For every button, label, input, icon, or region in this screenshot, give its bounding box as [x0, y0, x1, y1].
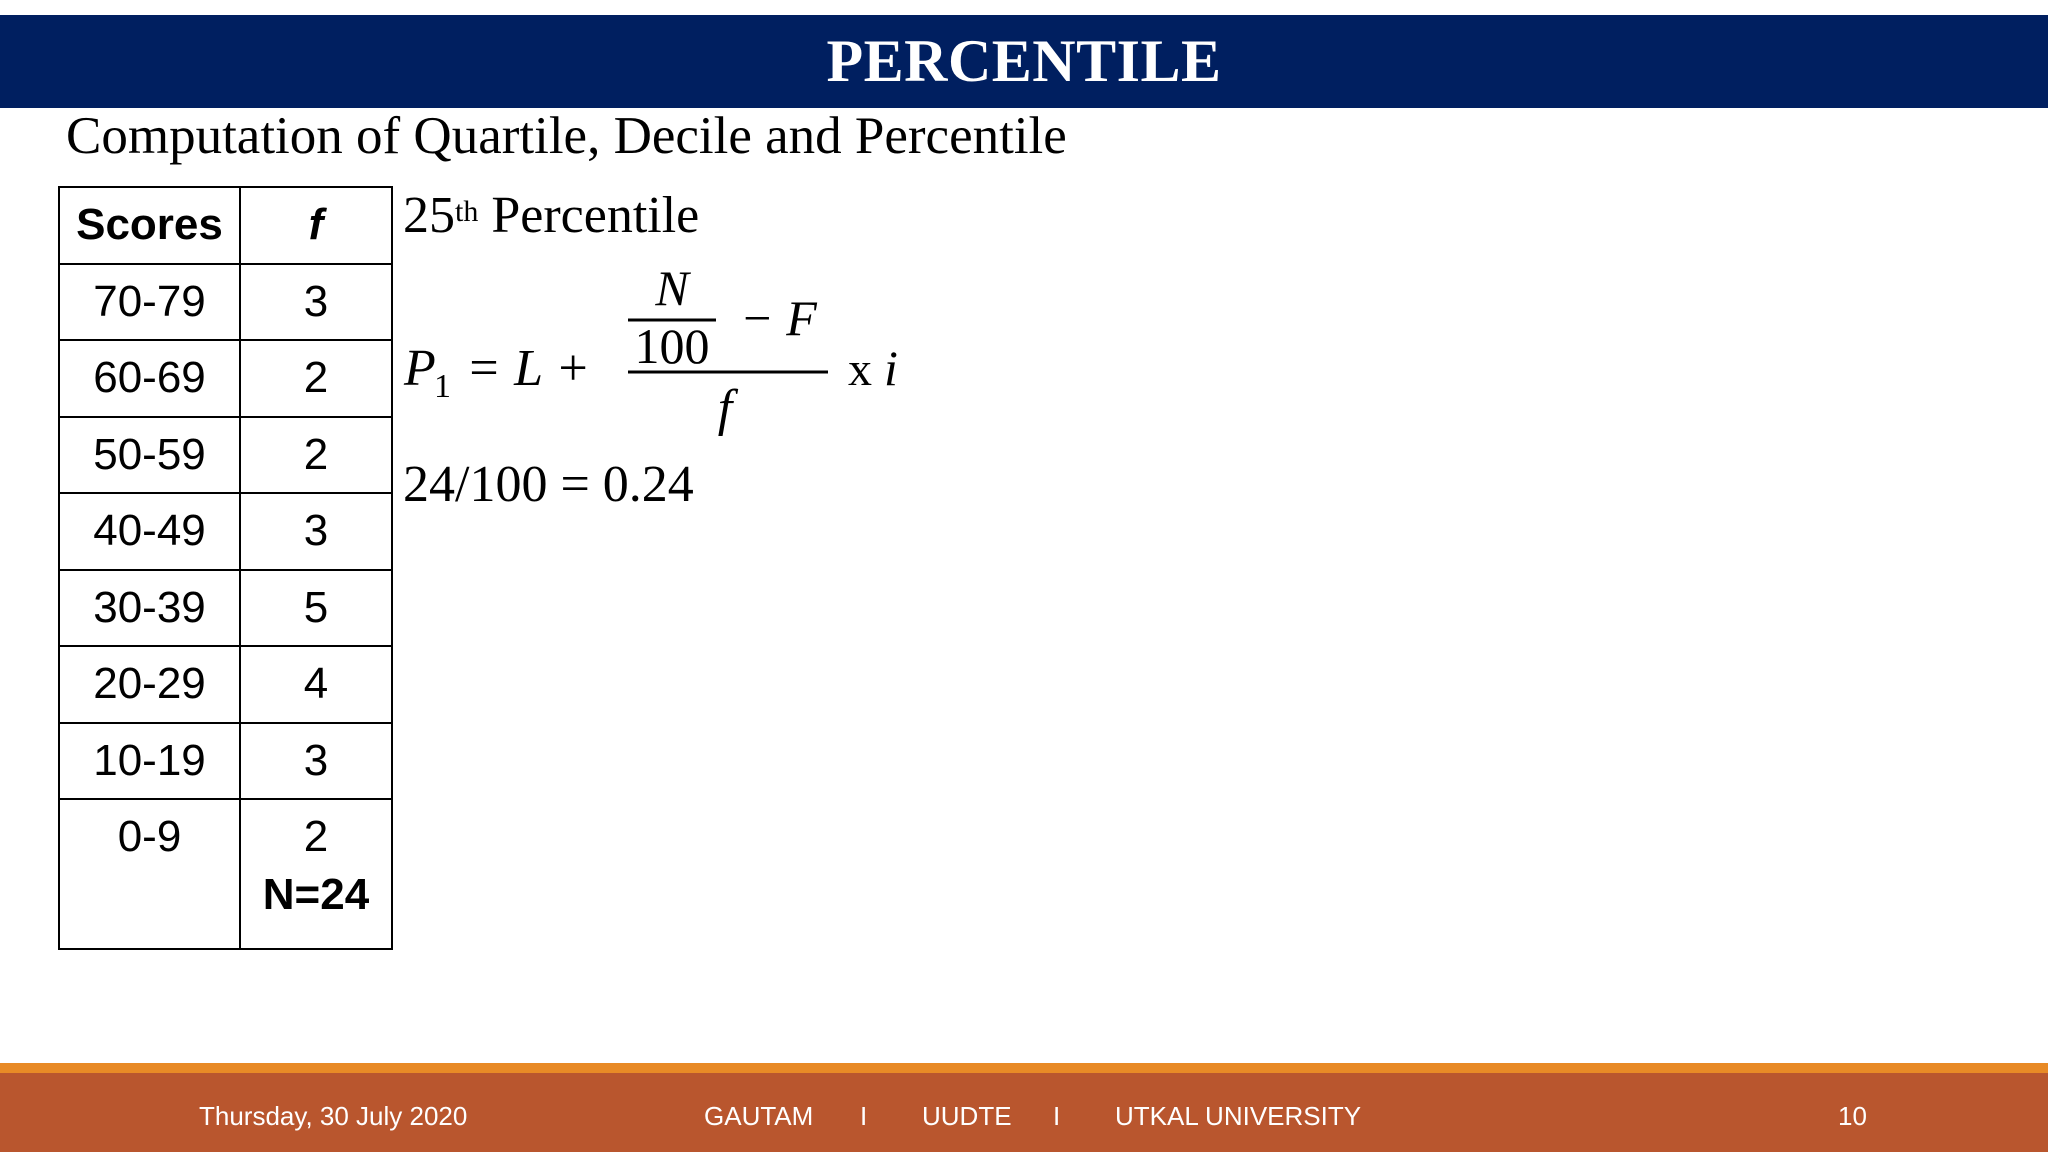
page-number: 10 — [1838, 1101, 1867, 1131]
header-frequency: f — [240, 187, 392, 264]
formula-hundred: 100 — [634, 318, 710, 374]
footer-date: Thursday, 30 July 2020 — [199, 1101, 468, 1131]
formula-equals-l-plus: = L + — [466, 340, 591, 397]
formula-times: x — [848, 343, 872, 396]
footer-bar — [0, 1073, 2048, 1152]
cell-frequency: 2 — [240, 340, 392, 417]
percentile-suffix: th — [455, 195, 479, 228]
percentile-word: Percentile — [478, 187, 700, 244]
table-header-row — [59, 187, 392, 264]
table-row — [59, 493, 392, 570]
footer-separator: I — [860, 1101, 868, 1131]
cell-frequency: 3 — [240, 493, 392, 570]
cell-scores: 40-49 — [59, 493, 240, 570]
cell-scores: 20-29 — [59, 646, 240, 723]
cell-frequency-with-total — [240, 799, 392, 949]
header-scores: Scores — [59, 187, 240, 264]
table-row — [59, 417, 392, 494]
table-row — [59, 570, 392, 647]
title-bar — [0, 15, 2048, 108]
slide-subtitle: Computation of Quartile, Decile and Percentile — [66, 107, 1067, 165]
formula-denominator-f: f — [717, 380, 733, 437]
percentile-heading — [403, 186, 699, 246]
cell-scores: 10-19 — [59, 723, 240, 800]
cell-scores: 0-9 — [59, 799, 240, 949]
footer-separator: I — [1053, 1101, 1061, 1131]
formula-interval-i: i — [884, 340, 898, 396]
cell-frequency: 3 — [240, 723, 392, 800]
cell-scores: 50-59 — [59, 417, 240, 494]
cell-scores: 30-39 — [59, 570, 240, 647]
formula-p-symbol: P — [404, 340, 436, 397]
formula-p-subscript: 1 — [434, 368, 451, 405]
cell-scores: 70-79 — [59, 264, 240, 341]
table-row — [59, 264, 392, 341]
calculation-text: 24/100 = 0.24 — [403, 456, 694, 513]
frequency-table — [58, 186, 393, 950]
formula-n: N — [655, 260, 689, 316]
table-row — [59, 723, 392, 800]
percentile-number: 25 — [403, 187, 455, 244]
percentile-formula — [400, 255, 920, 445]
footer-university: UTKAL UNIVERSITY — [1115, 1101, 1362, 1131]
slide-title: PERCENTILE — [826, 28, 1222, 94]
cell-frequency: 2 — [303, 812, 329, 861]
cell-scores: 60-69 — [59, 340, 240, 417]
total-n: N=24 — [262, 870, 370, 919]
table-row — [59, 340, 392, 417]
footer-department: UUDTE — [922, 1101, 1012, 1131]
cell-frequency: 4 — [240, 646, 392, 723]
cell-frequency: 3 — [240, 264, 392, 341]
footer-accent-line — [0, 1063, 2048, 1073]
table-row — [59, 646, 392, 723]
formula-minus-f: − F — [740, 290, 817, 346]
cell-frequency: 5 — [240, 570, 392, 647]
top-strip — [0, 0, 2048, 15]
footer-author: GAUTAM — [704, 1101, 814, 1131]
cell-frequency: 2 — [240, 417, 392, 494]
table-row — [59, 799, 392, 949]
